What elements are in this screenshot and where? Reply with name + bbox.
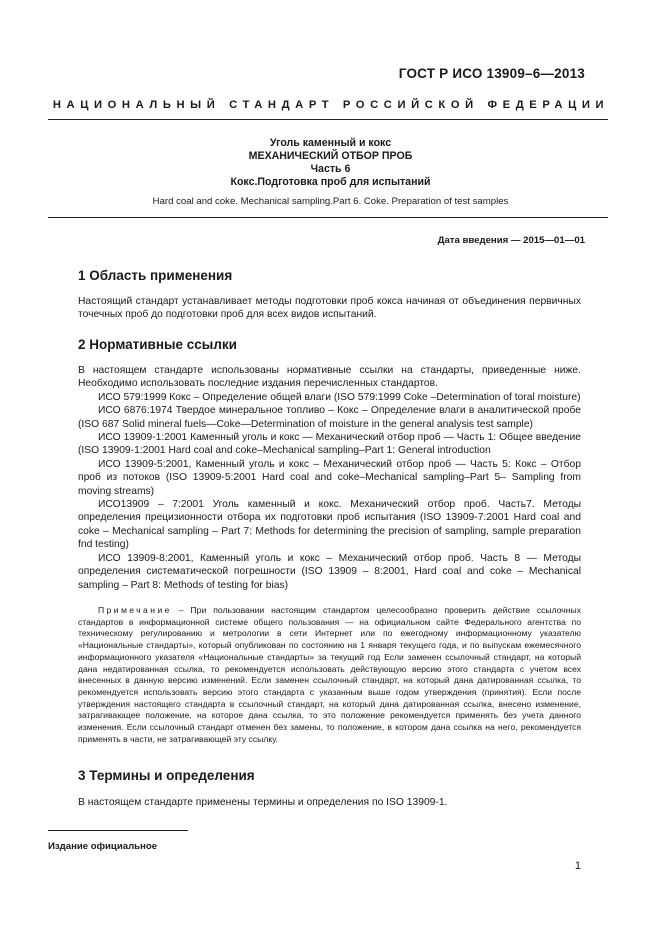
page-number: 1 bbox=[574, 860, 581, 872]
reference-item: ИСО 13909-1:2001 Каменный уголь и кокс — Механический отбор проб — Часть 1: Общее введение (ISO 13909-1:2001 Hard coal and coke–Mechanical sampling–Part 1: General introduction bbox=[78, 432, 581, 457]
document-number: ГОСТ Р ИСО 13909–6—2013 bbox=[398, 66, 585, 81]
title-line-2: МЕХАНИЧЕСКИЙ ОТБОР ПРОБ bbox=[248, 150, 413, 162]
note-label: Примечание bbox=[98, 605, 172, 615]
reference-item: ИСО 6876:1974 Твердое минеральное топливо – Кокс – Определение влаги в аналитической пробе (ISO 687 Solid mineral fuels—Coke—Determination of moisture in the general analysis test sample) bbox=[78, 405, 581, 430]
title-line-4: Кокс.Подготовка проб для испытаний bbox=[230, 176, 431, 188]
section-3-heading: 3 Термины и определения bbox=[78, 768, 255, 783]
section-2-heading: 2 Нормативные ссылки bbox=[78, 337, 237, 352]
national-standard-banner: НАЦИОНАЛЬНЫЙ СТАНДАРТ РОССИЙСКОЙ ФЕДЕРАЦИИ bbox=[52, 99, 610, 111]
section-2-note bbox=[78, 605, 581, 745]
reference-item: ИСО 13909-8:2001, Каменный уголь и кокс – Механический отбор проб. Часть 8 — Методы определения систематической погрешности (ISO 13909 – 8:2001, Hard coal and coke – Mechanical sampling – Part 8: Methods of testing for bias) bbox=[78, 552, 581, 591]
english-title: Hard coal and coke. Mechanical sampling.Part 6. Coke. Preparation of test samples bbox=[152, 196, 509, 207]
reference-item: ИСО 13909-5:2001, Каменный уголь и кокс – Механический отбор проб — Часть 5: Кокс – Отбор проб из потоков (ISO 13909-5:2001 Hard coal and coke–Mechanical sampling–Part 5– Sampling from moving streams) bbox=[78, 458, 581, 497]
footer-divider bbox=[48, 830, 188, 831]
reference-item: ИСО 579:1999 Кокс – Определение общей влаги (ISO 579:1999 Coke –Determination of toral moisture) bbox=[98, 391, 581, 403]
section-3-paragraph: В настоящем стандарте применены термины и определения по ISO 13909-1. bbox=[78, 797, 448, 808]
section-2-body bbox=[78, 364, 581, 592]
reference-item: ИСО13909 – 7:2001 Уголь каменный и кокс. Механический отбор проб. Часть7. Методы определения прецизионности отбора их подготовки проб испытания (ISO 13909-7:2001 Hard coal and coke – Mechanical sampling – Part 7: Methods for determining the precision of sampling, sample preparation fnd testing) bbox=[78, 499, 581, 551]
section-1-paragraph: Настоящий стандарт устанавливает методы подготовки проб кокса начиная от объединения первичных точечных проб до подготовки проб для всех видов испытаний. bbox=[78, 296, 581, 321]
title-divider bbox=[48, 217, 608, 218]
title-line-3: Часть 6 bbox=[310, 163, 351, 175]
note-paragraph bbox=[78, 605, 581, 745]
header-divider bbox=[48, 119, 608, 120]
section-1-text bbox=[78, 295, 581, 322]
note-text: – При пользовании настоящим стандартом целесообразно проверить действие ссылочных стандартов в информационной системе общего пользования — на официальном сайте Федерального агентства по техническому регулированию и метрологии в сети Интернет или по ежегодному информационному указателю «Национальные стандарты», который опубликован по состоянию на 1 января текущего года, и по выпускам ежемесячного информационного указателя «Национальные стандарты» за текущий год Если заменен ссылочный стандарт, на который дана недатированная ссылка, то рекомендуется использовать действующую версию этого стандарта с учетом всех внесенных в данную версию изменений. Если заменен ссылочный стандарт, на который дана датированная ссылка, то рекомендуется использовать версию этого стандарта с указанным выше годом утверждения (принятия). Если после утверждения настоящего стандарта в ссылочный стандарт, на который дана датированная ссылка, внесено изменение, затрагивающее положение, на которое дана ссылка, то это положение рекомендуется применять без учета данного изменения. Если ссылочный стандарт отменен без замены, то положение, в котором дана ссылка на него, рекомендуется применять в части, не затрагивающей эту ссылку. bbox=[78, 605, 581, 744]
section-3-text bbox=[78, 796, 581, 809]
title-line-1: Уголь каменный и кокс bbox=[269, 137, 392, 149]
official-edition-label: Издание официальное bbox=[48, 841, 158, 852]
section-1-heading: 1 Область применения bbox=[78, 268, 233, 283]
introduction-date: Дата введения — 2015—01—01 bbox=[437, 235, 585, 246]
section-2-intro: В настоящем стандарте использованы нормативные ссылки на стандарты, приведенные ниже. Необходимо использовать последние издания перечисленных стандартов. bbox=[78, 365, 581, 390]
